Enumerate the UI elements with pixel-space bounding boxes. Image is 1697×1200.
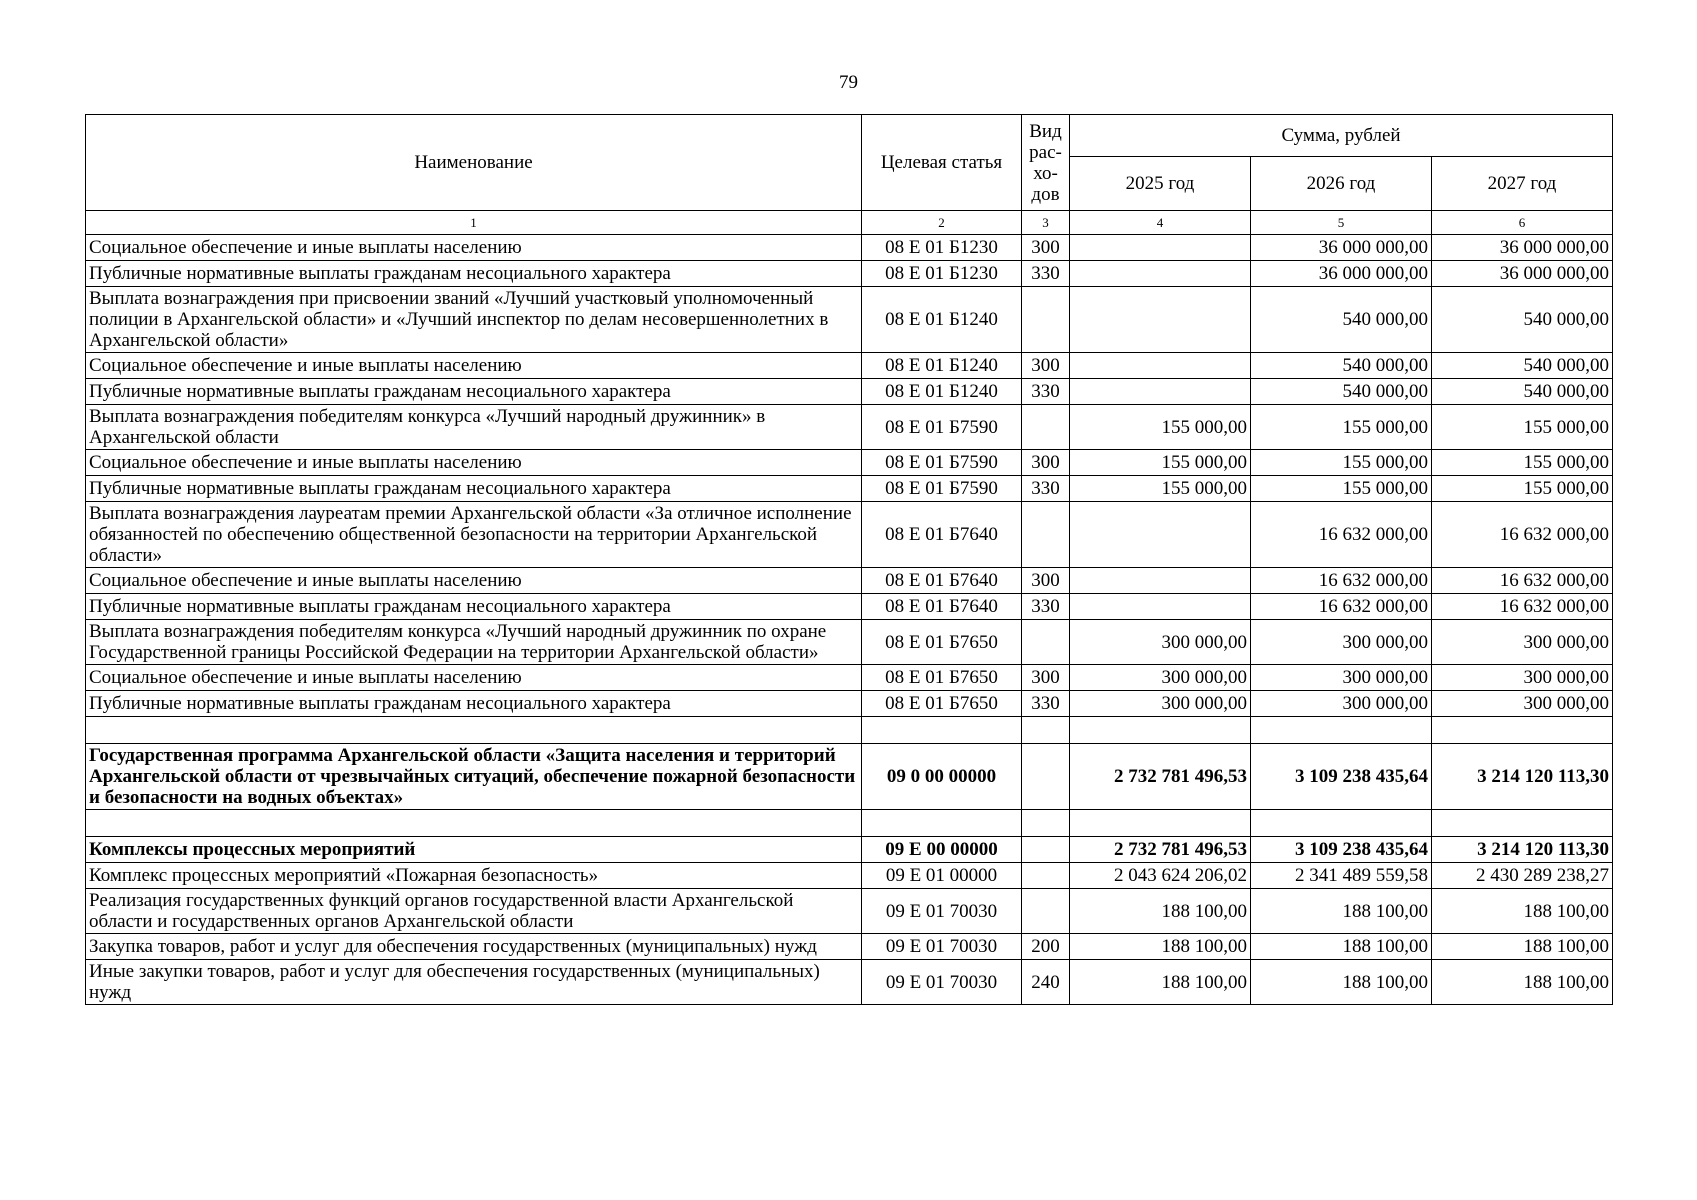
row-vid: 300 bbox=[1022, 450, 1070, 476]
table-row bbox=[86, 502, 1613, 568]
table-row bbox=[86, 594, 1613, 620]
row-vid: 300 bbox=[1022, 568, 1070, 594]
table-row bbox=[86, 934, 1613, 960]
row-code: 08 Е 01 Б1230 bbox=[862, 261, 1022, 287]
row-2026: 16 632 000,00 bbox=[1251, 594, 1432, 620]
row-vid bbox=[1022, 744, 1070, 810]
row-name: Социальное обеспечение и иные выплаты населению bbox=[86, 450, 862, 476]
row-code: 08 Е 01 Б7650 bbox=[862, 691, 1022, 717]
header-vid: Вид рас-хо-дов bbox=[1022, 115, 1070, 211]
row-code: 09 0 00 00000 bbox=[862, 744, 1022, 810]
header-target: Целевая статья bbox=[862, 115, 1022, 211]
row-code: 09 Е 00 00000 bbox=[862, 837, 1022, 863]
row-2026: 155 000,00 bbox=[1251, 405, 1432, 450]
row-2027: 155 000,00 bbox=[1432, 476, 1613, 502]
row-name: Выплата вознаграждения при присвоении званий «Лучший участковый уполномоченный полиции в Архангельской области» и «Лучший инспектор по делам несовершеннолетних в Архангельской области» bbox=[86, 287, 862, 353]
row-vid bbox=[1022, 863, 1070, 889]
row-vid: 330 bbox=[1022, 594, 1070, 620]
row-code: 08 Е 01 Б7650 bbox=[862, 620, 1022, 665]
row-vid bbox=[1022, 502, 1070, 568]
row-2025 bbox=[1070, 379, 1251, 405]
row-2025: 300 000,00 bbox=[1070, 665, 1251, 691]
row-vid: 300 bbox=[1022, 353, 1070, 379]
row-2026: 155 000,00 bbox=[1251, 450, 1432, 476]
row-vid bbox=[1022, 405, 1070, 450]
row-code: 09 Е 01 70030 bbox=[862, 960, 1022, 1005]
row-2026: 188 100,00 bbox=[1251, 934, 1432, 960]
table-row bbox=[86, 353, 1613, 379]
row-name: Комплексы процессных мероприятий bbox=[86, 837, 862, 863]
row-vid: 300 bbox=[1022, 235, 1070, 261]
budget-table bbox=[85, 114, 1613, 1005]
table-row bbox=[86, 450, 1613, 476]
row-2025: 188 100,00 bbox=[1070, 934, 1251, 960]
row-vid: 240 bbox=[1022, 960, 1070, 1005]
row-vid: 330 bbox=[1022, 379, 1070, 405]
row-2025 bbox=[1070, 594, 1251, 620]
row-2026: 2 341 489 559,58 bbox=[1251, 863, 1432, 889]
row-2025 bbox=[1070, 568, 1251, 594]
column-number: 6 bbox=[1432, 211, 1613, 235]
row-2027: 16 632 000,00 bbox=[1432, 568, 1613, 594]
table-row bbox=[86, 960, 1613, 1005]
column-number: 1 bbox=[86, 211, 862, 235]
row-2027: 188 100,00 bbox=[1432, 889, 1613, 934]
table-row bbox=[86, 476, 1613, 502]
row-2027: 3 214 120 113,30 bbox=[1432, 744, 1613, 810]
row-2027: 300 000,00 bbox=[1432, 691, 1613, 717]
row-2026: 540 000,00 bbox=[1251, 379, 1432, 405]
header-year-2026: 2026 год bbox=[1251, 157, 1432, 211]
header-row bbox=[86, 115, 1613, 157]
row-2027: 36 000 000,00 bbox=[1432, 261, 1613, 287]
row-name: Выплата вознаграждения лауреатам премии Архангельской области «За отличное исполнение обязанностей по обеспечению общественной безопасности на территории Архангельской области» bbox=[86, 502, 862, 568]
row-2027: 188 100,00 bbox=[1432, 934, 1613, 960]
row-2027: 3 214 120 113,30 bbox=[1432, 837, 1613, 863]
row-name: Закупка товаров, работ и услуг для обеспечения государственных (муниципальных) нужд bbox=[86, 934, 862, 960]
row-2025 bbox=[1070, 287, 1251, 353]
row-2025: 188 100,00 bbox=[1070, 889, 1251, 934]
table-row-program bbox=[86, 744, 1613, 810]
column-number: 4 bbox=[1070, 211, 1251, 235]
row-name: Социальное обеспечение и иные выплаты населению bbox=[86, 235, 862, 261]
row-2025 bbox=[1070, 261, 1251, 287]
row-name: Социальное обеспечение и иные выплаты населению bbox=[86, 353, 862, 379]
row-name: Публичные нормативные выплаты гражданам несоциального характера bbox=[86, 594, 862, 620]
table-row-subtotal bbox=[86, 837, 1613, 863]
header-sum: Сумма, рублей bbox=[1070, 115, 1613, 157]
row-code: 09 Е 01 00000 bbox=[862, 863, 1022, 889]
row-2027: 16 632 000,00 bbox=[1432, 502, 1613, 568]
row-2027: 300 000,00 bbox=[1432, 620, 1613, 665]
row-2026: 188 100,00 bbox=[1251, 960, 1432, 1005]
row-2025: 2 043 624 206,02 bbox=[1070, 863, 1251, 889]
row-vid bbox=[1022, 889, 1070, 934]
row-code: 08 Е 01 Б7590 bbox=[862, 476, 1022, 502]
row-2027: 2 430 289 238,27 bbox=[1432, 863, 1613, 889]
row-2026: 300 000,00 bbox=[1251, 691, 1432, 717]
row-2026: 155 000,00 bbox=[1251, 476, 1432, 502]
row-2026: 36 000 000,00 bbox=[1251, 235, 1432, 261]
row-2026: 540 000,00 bbox=[1251, 287, 1432, 353]
row-name: Иные закупки товаров, работ и услуг для обеспечения государственных (муниципальных) нужд bbox=[86, 960, 862, 1005]
column-numbers-row bbox=[86, 211, 1613, 235]
row-code: 08 Е 01 Б1240 bbox=[862, 379, 1022, 405]
row-2025: 155 000,00 bbox=[1070, 476, 1251, 502]
row-2027: 300 000,00 bbox=[1432, 665, 1613, 691]
row-2025 bbox=[1070, 353, 1251, 379]
row-name: Публичные нормативные выплаты гражданам несоциального характера bbox=[86, 691, 862, 717]
row-2025: 188 100,00 bbox=[1070, 960, 1251, 1005]
table-row bbox=[86, 379, 1613, 405]
row-2026: 188 100,00 bbox=[1251, 889, 1432, 934]
row-2025: 2 732 781 496,53 bbox=[1070, 744, 1251, 810]
row-2026: 16 632 000,00 bbox=[1251, 502, 1432, 568]
table-row bbox=[86, 863, 1613, 889]
row-2026: 3 109 238 435,64 bbox=[1251, 837, 1432, 863]
row-2026: 540 000,00 bbox=[1251, 353, 1432, 379]
row-2025 bbox=[1070, 502, 1251, 568]
page-number: 79 bbox=[839, 72, 858, 93]
row-code: 08 Е 01 Б7640 bbox=[862, 568, 1022, 594]
row-2027: 540 000,00 bbox=[1432, 287, 1613, 353]
row-vid: 200 bbox=[1022, 934, 1070, 960]
row-2026: 300 000,00 bbox=[1251, 620, 1432, 665]
row-2027: 188 100,00 bbox=[1432, 960, 1613, 1005]
row-name: Социальное обеспечение и иные выплаты населению bbox=[86, 568, 862, 594]
row-vid bbox=[1022, 620, 1070, 665]
row-name: Комплекс процессных мероприятий «Пожарная безопасность» bbox=[86, 863, 862, 889]
row-2025 bbox=[1070, 235, 1251, 261]
table-row bbox=[86, 568, 1613, 594]
row-2027: 16 632 000,00 bbox=[1432, 594, 1613, 620]
table-row bbox=[86, 235, 1613, 261]
table-row bbox=[86, 665, 1613, 691]
table-row bbox=[86, 889, 1613, 934]
row-vid bbox=[1022, 837, 1070, 863]
row-vid: 330 bbox=[1022, 476, 1070, 502]
header-year-2027: 2027 год bbox=[1432, 157, 1613, 211]
row-2027: 155 000,00 bbox=[1432, 405, 1613, 450]
table-row bbox=[86, 287, 1613, 353]
table-row bbox=[86, 261, 1613, 287]
row-vid: 300 bbox=[1022, 665, 1070, 691]
row-2027: 540 000,00 bbox=[1432, 353, 1613, 379]
row-vid: 330 bbox=[1022, 691, 1070, 717]
row-code: 08 Е 01 Б7640 bbox=[862, 502, 1022, 568]
row-name: Публичные нормативные выплаты гражданам несоциального характера bbox=[86, 476, 862, 502]
row-code: 08 Е 01 Б7640 bbox=[862, 594, 1022, 620]
row-vid: 330 bbox=[1022, 261, 1070, 287]
row-code: 08 Е 01 Б7590 bbox=[862, 405, 1022, 450]
row-code: 08 Е 01 Б7590 bbox=[862, 450, 1022, 476]
row-2027: 540 000,00 bbox=[1432, 379, 1613, 405]
row-2025: 155 000,00 bbox=[1070, 450, 1251, 476]
row-code: 08 Е 01 Б1240 bbox=[862, 353, 1022, 379]
row-2027: 36 000 000,00 bbox=[1432, 235, 1613, 261]
column-number: 3 bbox=[1022, 211, 1070, 235]
row-2025: 2 732 781 496,53 bbox=[1070, 837, 1251, 863]
row-2027: 155 000,00 bbox=[1432, 450, 1613, 476]
row-vid bbox=[1022, 287, 1070, 353]
column-number: 5 bbox=[1251, 211, 1432, 235]
row-name: Социальное обеспечение и иные выплаты населению bbox=[86, 665, 862, 691]
row-2025: 300 000,00 bbox=[1070, 691, 1251, 717]
row-name: Государственная программа Архангельской области «Защита населения и территорий Архангельской области от чрезвычайных ситуаций, обеспечение пожарной безопасности и безопасности на водных объектах» bbox=[86, 744, 862, 810]
row-name: Публичные нормативные выплаты гражданам несоциального характера bbox=[86, 261, 862, 287]
table-row bbox=[86, 691, 1613, 717]
row-name: Выплата вознаграждения победителям конкурса «Лучший народный дружинник» в Архангельской области bbox=[86, 405, 862, 450]
row-2026: 16 632 000,00 bbox=[1251, 568, 1432, 594]
spacer-row bbox=[86, 810, 1613, 837]
row-name: Реализация государственных функций органов государственной власти Архангельской области и государственных органов Архангельской области bbox=[86, 889, 862, 934]
row-code: 09 Е 01 70030 bbox=[862, 934, 1022, 960]
row-code: 08 Е 01 Б1230 bbox=[862, 235, 1022, 261]
header-year-2025: 2025 год bbox=[1070, 157, 1251, 211]
table-row bbox=[86, 405, 1613, 450]
column-number: 2 bbox=[862, 211, 1022, 235]
row-code: 08 Е 01 Б7650 bbox=[862, 665, 1022, 691]
row-2026: 36 000 000,00 bbox=[1251, 261, 1432, 287]
row-code: 09 Е 01 70030 bbox=[862, 889, 1022, 934]
row-2025: 155 000,00 bbox=[1070, 405, 1251, 450]
row-2026: 300 000,00 bbox=[1251, 665, 1432, 691]
row-2026: 3 109 238 435,64 bbox=[1251, 744, 1432, 810]
row-code: 08 Е 01 Б1240 bbox=[862, 287, 1022, 353]
table-row bbox=[86, 620, 1613, 665]
row-name: Публичные нормативные выплаты гражданам несоциального характера bbox=[86, 379, 862, 405]
row-2025: 300 000,00 bbox=[1070, 620, 1251, 665]
spacer-row bbox=[86, 717, 1613, 744]
header-name: Наименование bbox=[86, 115, 862, 211]
row-name: Выплата вознаграждения победителям конкурса «Лучший народный дружинник по охране Государственной границы Российской Федерации на территории Архангельской области» bbox=[86, 620, 862, 665]
